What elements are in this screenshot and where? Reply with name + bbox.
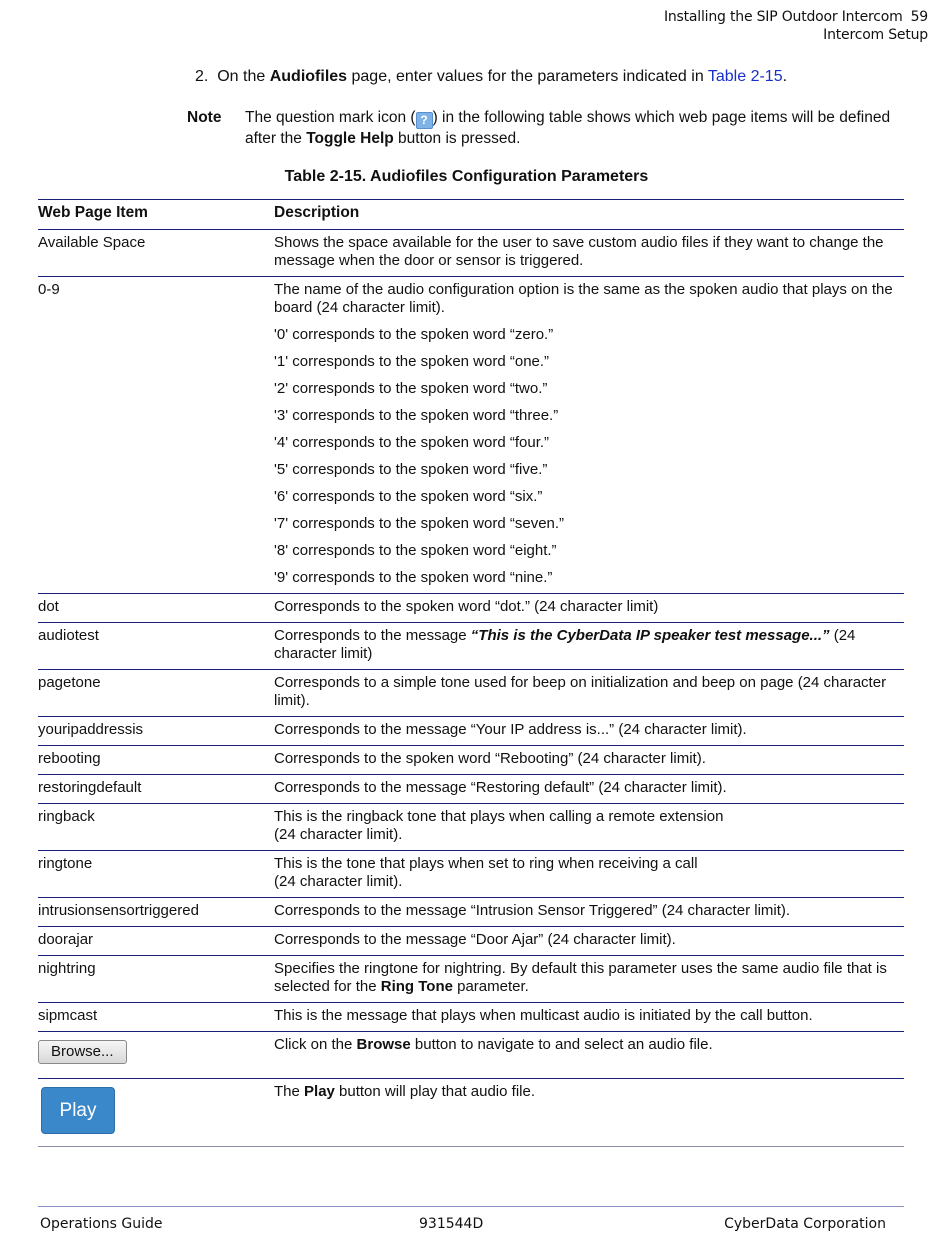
digit-line: '3' corresponds to the spoken word “three.” bbox=[274, 407, 559, 424]
step-text-mid: page, enter values for the parameters indicated in bbox=[347, 68, 708, 85]
note-bold: Toggle Help bbox=[306, 130, 394, 147]
row-item: pagetone bbox=[38, 674, 101, 691]
row-item: intrusionsensortriggered bbox=[38, 902, 199, 919]
desc-line: This is the ringback tone that plays when calling a remote extension bbox=[274, 808, 724, 825]
row-description: Corresponds to a simple tone used for beep on initialization and beep on page (24 character limit). bbox=[274, 674, 887, 709]
row-item: sipmcast bbox=[38, 1007, 98, 1024]
table-header-row bbox=[38, 200, 904, 230]
desc-bold: Play bbox=[304, 1083, 335, 1100]
desc-line: This is the tone that plays when set to ring when receiving a call bbox=[274, 855, 698, 872]
table-row bbox=[38, 746, 904, 775]
table-row bbox=[38, 230, 904, 277]
row-item: nightring bbox=[38, 960, 96, 977]
desc-pre: Click on the bbox=[274, 1036, 357, 1053]
desc-post: parameter. bbox=[452, 978, 529, 995]
step-bold: Audiofiles bbox=[269, 68, 348, 85]
row-description bbox=[274, 1032, 904, 1079]
table-row bbox=[38, 804, 904, 851]
row-description: Corresponds to the spoken word “Rebooting” (24 character limit). bbox=[274, 750, 706, 767]
question-mark-icon: ? bbox=[416, 112, 433, 129]
table-row bbox=[38, 277, 904, 594]
table-row bbox=[38, 898, 904, 927]
page-footer bbox=[38, 1206, 904, 1232]
row-description: Corresponds to the message “Your IP address is...” (24 character limit). bbox=[274, 721, 747, 738]
page-number: 59 bbox=[910, 9, 928, 25]
step-number: 2. bbox=[195, 68, 209, 85]
table-row bbox=[38, 851, 904, 898]
desc-pre: The bbox=[274, 1083, 305, 1100]
row-description: Shows the space available for the user to save custom audio files if they want to change the message when the door or sensor is triggered. bbox=[274, 234, 884, 269]
row-item: restoringdefault bbox=[38, 779, 142, 796]
row-description bbox=[274, 804, 904, 851]
table-caption: Table 2-15. Audiofiles Configuration Parameters bbox=[284, 168, 649, 185]
table-row bbox=[38, 956, 904, 1003]
desc-bold: Ring Tone bbox=[380, 978, 453, 995]
row-item: rebooting bbox=[38, 750, 101, 767]
row-item: dot bbox=[38, 598, 59, 615]
desc-post: button to navigate to and select an audio file. bbox=[410, 1036, 713, 1053]
footer-center: 931544D bbox=[419, 1216, 484, 1232]
row-description bbox=[274, 851, 904, 898]
digit-line: '6' corresponds to the spoken word “six.” bbox=[274, 488, 543, 505]
note-text bbox=[245, 108, 905, 149]
row-item: doorajar bbox=[38, 931, 94, 948]
desc-pre: Specifies the ringtone for nightring. By default this parameter uses the same audio file that is selected for the bbox=[274, 960, 887, 995]
row-item: youripaddressis bbox=[38, 721, 144, 738]
digit-line: '8' corresponds to the spoken word “eight.” bbox=[274, 542, 557, 559]
desc-line: (24 character limit). bbox=[274, 826, 403, 843]
column-header-item: Web Page Item bbox=[38, 204, 148, 221]
table-row bbox=[38, 594, 904, 623]
row-description: Corresponds to the message “Restoring default” (24 character limit). bbox=[274, 779, 727, 796]
step-text-end: . bbox=[782, 68, 788, 85]
desc-post: button will play that audio file. bbox=[334, 1083, 535, 1100]
column-header-description: Description bbox=[274, 204, 360, 221]
digit-line: '2' corresponds to the spoken word “two.” bbox=[274, 380, 548, 397]
note-post: ) in the following table shows which web page items will be defined after the bbox=[245, 109, 891, 147]
row-description bbox=[274, 1079, 904, 1147]
row-description: Corresponds to the spoken word “dot.” (24 character limit) bbox=[274, 598, 659, 615]
note-end: button is pressed. bbox=[393, 130, 521, 147]
parameters-table bbox=[38, 199, 904, 1147]
table-row bbox=[38, 775, 904, 804]
row-item bbox=[38, 1079, 274, 1147]
footer-left: Operations Guide bbox=[40, 1216, 163, 1232]
table-row bbox=[38, 670, 904, 717]
row-item: 0-9 bbox=[38, 281, 60, 298]
digit-line: '4' corresponds to the spoken word “four.” bbox=[274, 434, 550, 451]
digit-line: '1' corresponds to the spoken word “one.” bbox=[274, 353, 550, 370]
browse-button[interactable]: Browse... bbox=[38, 1040, 127, 1064]
desc-post: (24 character limit) bbox=[274, 627, 856, 662]
row-description: Corresponds to the message “Door Ajar” (24 character limit). bbox=[274, 931, 676, 948]
row-description bbox=[274, 956, 904, 1003]
table-row bbox=[38, 1079, 904, 1147]
table-link[interactable]: Table 2-15 bbox=[707, 68, 783, 85]
step-instruction bbox=[195, 68, 787, 86]
digit-line: '5' corresponds to the spoken word “five.” bbox=[274, 461, 548, 478]
table-row bbox=[38, 717, 904, 746]
digit-line: '7' corresponds to the spoken word “seven.” bbox=[274, 515, 565, 532]
desc-line: (24 character limit). bbox=[274, 873, 403, 890]
table-row bbox=[38, 927, 904, 956]
desc-bold: Browse bbox=[356, 1036, 411, 1053]
header-subtitle: Intercom Setup bbox=[823, 27, 928, 43]
row-item: ringback bbox=[38, 808, 95, 825]
note-pre: The question mark icon ( bbox=[245, 109, 416, 126]
table-row bbox=[38, 623, 904, 670]
row-item: Available Space bbox=[38, 234, 146, 251]
row-item: audiotest bbox=[38, 627, 99, 644]
header-title: Installing the SIP Outdoor Intercom bbox=[663, 9, 903, 25]
step-text-pre: On the bbox=[217, 68, 270, 85]
row-description: This is the message that plays when multicast audio is initiated by the call button. bbox=[274, 1007, 813, 1024]
desc-pre: Corresponds to the message bbox=[274, 627, 471, 644]
running-header bbox=[664, 8, 928, 44]
row-item bbox=[38, 1032, 274, 1079]
note-label: Note bbox=[187, 109, 222, 126]
row-description bbox=[274, 277, 904, 594]
digit-line: '0' corresponds to the spoken word “zero.” bbox=[274, 326, 554, 343]
table-row bbox=[38, 1003, 904, 1032]
table-row bbox=[38, 1032, 904, 1079]
row-description-text: The name of the audio configuration option is the same as the spoken audio that plays on the board (24 character limit). bbox=[274, 281, 893, 316]
footer-right: CyberData Corporation bbox=[724, 1216, 886, 1232]
digit-line: '9' corresponds to the spoken word “nine.” bbox=[274, 569, 553, 586]
row-item: ringtone bbox=[38, 855, 93, 872]
row-description bbox=[274, 623, 904, 670]
row-description: Corresponds to the message “Intrusion Sensor Triggered” (24 character limit). bbox=[274, 902, 791, 919]
play-button[interactable]: Play bbox=[41, 1087, 115, 1134]
desc-emphasis: “This is the CyberData IP speaker test message...” bbox=[470, 627, 830, 644]
